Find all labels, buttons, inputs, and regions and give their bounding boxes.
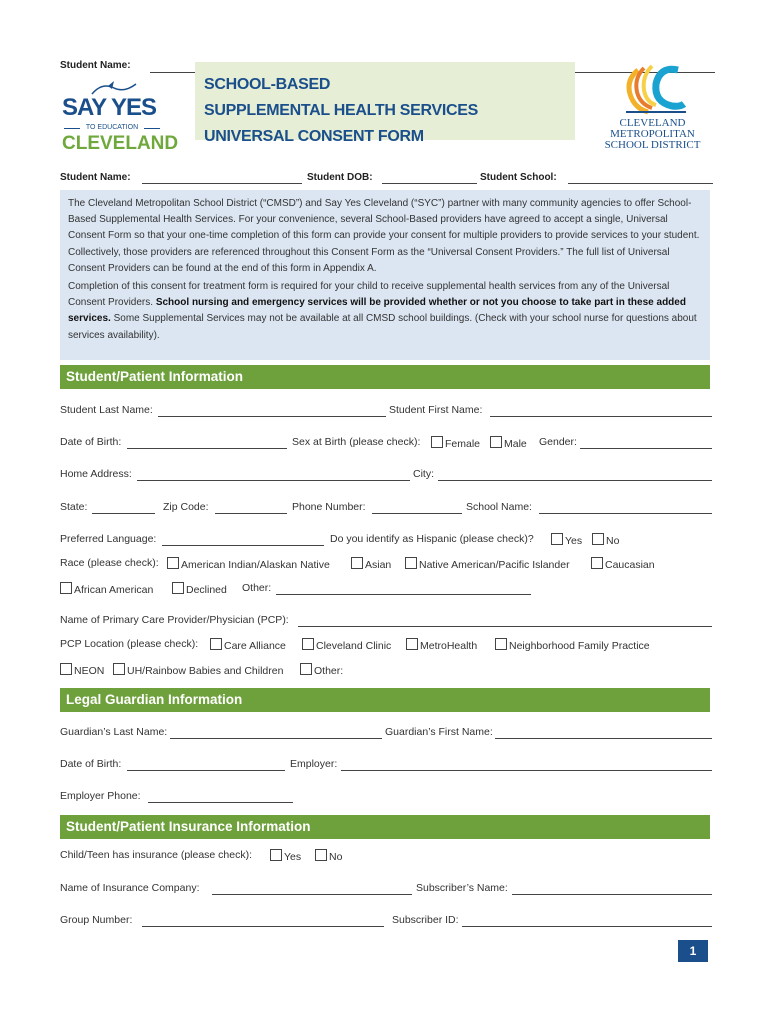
section-insurance-info: Student/Patient Insurance Information	[60, 815, 710, 839]
race-other-label: Other:	[242, 582, 272, 594]
patient-name-row	[60, 404, 715, 420]
patient-dob-input[interactable]	[127, 448, 287, 449]
pcp-neighborhood-label: Neighborhood Family Practice	[509, 640, 650, 652]
race-african-american-checkbox[interactable]	[60, 582, 153, 596]
student-dob-label: Student DOB:	[307, 172, 373, 183]
pcp-neon-checkbox[interactable]	[60, 663, 104, 677]
title-line-2: SUPPLEMENTAL HEALTH SERVICES	[204, 102, 479, 119]
race-other-input[interactable]	[276, 594, 531, 595]
guardian-name-row	[60, 726, 715, 742]
patient-dob-sex-row	[60, 436, 715, 452]
gender-label: Gender:	[539, 436, 577, 448]
cmsd-logo	[590, 60, 715, 160]
race-asian-label: Asian	[365, 559, 392, 571]
guardian-last-name-label: Guardian’s Last Name:	[60, 726, 168, 738]
intro-box	[60, 190, 710, 360]
race-american-indian-checkbox[interactable]	[167, 557, 330, 571]
patient-first-name-input[interactable]	[490, 416, 712, 417]
female-checkbox[interactable]	[431, 436, 480, 450]
patient-address-row	[60, 468, 715, 484]
race-asian-checkbox[interactable]	[351, 557, 391, 571]
group-number-input[interactable]	[142, 926, 384, 927]
pcp-other-checkbox[interactable]	[300, 663, 343, 677]
language-label: Preferred Language:	[60, 533, 157, 545]
language-input[interactable]	[162, 545, 324, 546]
pcp-input[interactable]	[298, 626, 712, 627]
guardian-first-name-input[interactable]	[495, 738, 712, 739]
zip-label: Zip Code:	[163, 501, 209, 513]
pcp-cleveland-clinic-checkbox[interactable]	[302, 638, 391, 652]
race-row-2	[60, 582, 715, 598]
subscriber-id-input[interactable]	[462, 926, 712, 927]
race-african-american-label: African American	[74, 584, 154, 596]
subscriber-id-label: Subscriber ID:	[392, 914, 459, 926]
student-school-label: Student School:	[480, 172, 557, 183]
pcp-label: Name of Primary Care Provider/Physician (PCP):	[60, 614, 289, 626]
cmsd-c-icon	[590, 60, 715, 118]
group-number-row	[60, 914, 715, 930]
employer-phone-label: Employer Phone:	[60, 790, 141, 802]
guardian-dob-input[interactable]	[127, 770, 285, 771]
race-declined-label: Declined	[186, 584, 227, 596]
insurance-no-label: No	[329, 851, 343, 863]
pcp-care-alliance-label: Care Alliance	[224, 640, 286, 652]
zip-input[interactable]	[215, 513, 287, 514]
gender-input[interactable]	[580, 448, 712, 449]
home-address-label: Home Address:	[60, 468, 132, 480]
guardian-dob-label: Date of Birth:	[60, 758, 122, 770]
has-insurance-label: Child/Teen has insurance (please check):	[60, 849, 253, 861]
intro-p2-end: Some Supplemental Services may not be available at all CMSD school buildings. (Check with your school nurse for questions about services availability).	[68, 313, 697, 341]
insurance-company-input[interactable]	[212, 894, 412, 895]
hispanic-yes-label: Yes	[565, 535, 583, 547]
intro-p2-bold: School nursing and emergency services will be provided whether or not you choose to take part in these added services.	[68, 297, 686, 325]
employer-phone-row	[60, 790, 715, 806]
form-header	[60, 60, 715, 160]
school-name-input[interactable]	[539, 513, 712, 514]
race-caucasian-checkbox[interactable]	[591, 557, 655, 571]
state-label: State:	[60, 501, 88, 513]
race-label: Race (please check):	[60, 557, 159, 569]
state-input[interactable]	[92, 513, 155, 514]
title-line-1: SCHOOL-BASED	[204, 76, 331, 93]
intro-paragraph-1: The Cleveland Metropolitan School District (“CMSD”) and Say Yes Cleveland (“SYC”) partner with many community agencies to offer School-Based Supplemental Health Services. For your convenience, several School-Based providers have agreed to accept a single, Universal Consent Form so that your one-time completion of this form can provide your consent for multiple providers to provide services to your student. Collectively, those providers are referenced throughout this Consent Form as the “Universal Consent Providers.” The full list of Universal Consent Providers can be found at the end of this form in Appendix A.	[68, 198, 700, 274]
cmsd-line-1: CLEVELAND	[619, 117, 686, 129]
student-info-row	[60, 172, 715, 188]
pcp-uh-checkbox[interactable]	[113, 663, 283, 677]
cmsd-line-2: METROPOLITAN	[610, 128, 695, 140]
has-insurance-row	[60, 849, 715, 865]
insurance-no-checkbox[interactable]	[315, 849, 342, 863]
to-education-logo-text: TO EDUCATION	[64, 124, 160, 131]
city-input[interactable]	[438, 480, 712, 481]
phone-label: Phone Number:	[292, 501, 366, 513]
hispanic-label: Do you identify as Hispanic (please check)?	[330, 533, 534, 545]
insurance-yes-checkbox[interactable]	[270, 849, 301, 863]
phone-input[interactable]	[372, 513, 462, 514]
student-name-top-label: Student Name:	[60, 60, 131, 71]
section-guardian-info: Legal Guardian Information	[60, 688, 710, 712]
intro-paragraph-2	[68, 279, 702, 344]
title-line-3: UNIVERSAL CONSENT FORM	[204, 128, 424, 145]
patient-last-name-input[interactable]	[158, 416, 386, 417]
pcp-neon-label: NEON	[74, 665, 105, 677]
student-dob-input[interactable]	[382, 183, 477, 184]
home-address-input[interactable]	[137, 480, 410, 481]
male-checkbox[interactable]	[490, 436, 527, 450]
city-label: City:	[413, 468, 434, 480]
male-label: Male	[504, 438, 527, 450]
section-patient-info: Student/Patient Information	[60, 365, 710, 389]
hispanic-no-checkbox[interactable]	[592, 533, 619, 547]
pcp-cleveland-clinic-label: Cleveland Clinic	[316, 640, 392, 652]
patient-dob-label: Date of Birth:	[60, 436, 122, 448]
form-title	[204, 72, 478, 150]
race-caucasian-label: Caucasian	[605, 559, 655, 571]
pcp-care-alliance-checkbox[interactable]	[210, 638, 286, 652]
cmsd-logo-text	[590, 118, 715, 151]
cmsd-line-3: SCHOOL DISTRICT	[604, 139, 701, 151]
insurance-company-row	[60, 882, 715, 898]
sex-at-birth-label: Sex at Birth (please check):	[292, 436, 421, 448]
pcp-metrohealth-label: MetroHealth	[420, 640, 478, 652]
patient-last-name-label: Student Last Name:	[60, 404, 153, 416]
student-school-input[interactable]	[568, 183, 713, 184]
language-hispanic-row	[60, 533, 715, 549]
intro-p2-start: Completion of this consent for treatment form is required for your child to receive supplemental health services from any of the Universal Consent Providers.	[68, 281, 670, 309]
patient-first-name-label: Student First Name:	[389, 404, 483, 416]
race-row	[60, 557, 715, 573]
insurance-company-label: Name of Insurance Company:	[60, 882, 200, 894]
pcp-neighborhood-checkbox[interactable]	[495, 638, 650, 652]
student-name-input[interactable]	[142, 183, 302, 184]
guardian-dob-row	[60, 758, 715, 774]
cleveland-logo-text: CLEVELAND	[62, 133, 179, 154]
hispanic-yes-checkbox[interactable]	[551, 533, 582, 547]
patient-state-row	[60, 501, 715, 517]
pcp-other-label: Other:	[314, 665, 344, 677]
employer-label: Employer:	[290, 758, 338, 770]
insurance-yes-label: Yes	[284, 851, 302, 863]
employer-input[interactable]	[341, 770, 712, 771]
pcp-location-label: PCP Location (please check):	[60, 638, 199, 650]
employer-phone-input[interactable]	[148, 802, 293, 803]
hispanic-no-label: No	[606, 535, 620, 547]
pcp-location-row	[60, 638, 715, 654]
race-american-indian-label: American Indian/Alaskan Native	[181, 559, 330, 571]
say-yes-cleveland-logo	[60, 80, 179, 160]
race-native-american-checkbox[interactable]	[405, 557, 570, 571]
pcp-uh-label: UH/Rainbow Babies and Children	[127, 665, 284, 677]
subscriber-name-input[interactable]	[512, 894, 712, 895]
form-title-box	[195, 62, 575, 145]
school-name-label: School Name:	[466, 501, 532, 513]
pcp-location-row-2	[60, 663, 715, 679]
guardian-last-name-input[interactable]	[170, 738, 382, 739]
pcp-row	[60, 614, 715, 630]
race-native-american-label: Native American/Pacific Islander	[419, 559, 570, 571]
race-declined-checkbox[interactable]	[172, 582, 227, 596]
female-label: Female	[445, 438, 481, 450]
pcp-metrohealth-checkbox[interactable]	[406, 638, 477, 652]
student-name-label: Student Name:	[60, 172, 131, 183]
group-number-label: Group Number:	[60, 914, 133, 926]
say-yes-logo-text: SAY YES	[62, 94, 156, 121]
guardian-first-name-label: Guardian’s First Name:	[385, 726, 493, 738]
subscriber-name-label: Subscriber’s Name:	[416, 882, 508, 894]
page-number: 1	[678, 940, 708, 962]
